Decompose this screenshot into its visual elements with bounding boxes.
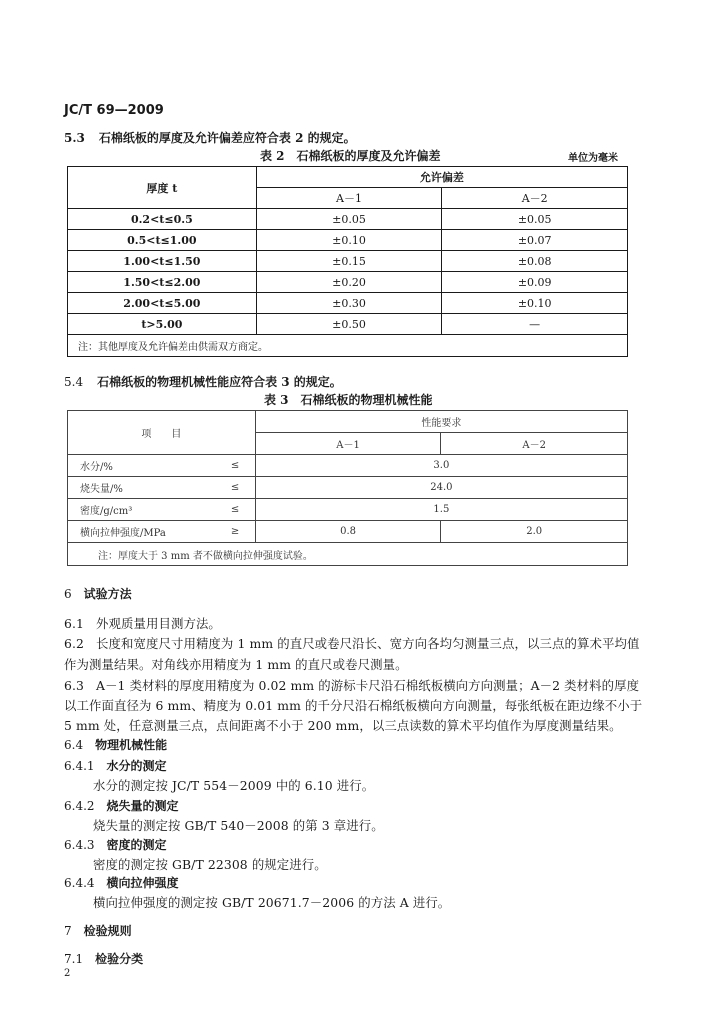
para-number: 6.1 [64, 616, 85, 631]
para-6-4-2-heading [64, 797, 179, 814]
table-row [68, 455, 628, 477]
table-row [68, 209, 628, 230]
para-7-1 [64, 950, 143, 967]
table-row [68, 251, 628, 272]
cell-a2: ±0.07 [442, 230, 628, 251]
para-number: 6.4.4 [64, 876, 95, 890]
cell-a1: ±0.10 [256, 230, 442, 251]
para-6-3-line1 [64, 676, 639, 694]
para-6-4-3-text: 密度的测定按 GB/T 22308 的规定进行。 [93, 857, 327, 872]
cell-thickness: 0.5<t≤1.00 [68, 230, 257, 251]
section-6 [64, 585, 132, 602]
para-title: 物理机械性能 [95, 738, 168, 752]
para-6-4-2-text: 烧失量的测定按 GB/T 540－2008 的第 3 章进行。 [93, 818, 384, 833]
section-5-4 [64, 373, 342, 390]
para-number: 6.3 [64, 678, 85, 693]
table3-caption: 表 3 石棉纸板的物理机械性能 [264, 393, 433, 407]
cell-symbol: ≥ [215, 521, 255, 543]
table-row [68, 293, 628, 314]
cell-a2: ±0.08 [442, 251, 628, 272]
para-6-2-line2: 作为测量结果。对角线亦用精度为 1 mm 的直尺或卷尺测量。 [64, 657, 408, 672]
table-note-row [68, 335, 628, 357]
header-a1: A－1 [256, 188, 442, 209]
table-row [68, 272, 628, 293]
cell-value: 3.0 [255, 455, 627, 477]
para-text: A－1 类材料的厚度用精度为 0.02 mm 的游标卡尺沿石棉纸板横向方向测量；A－2 类材料的厚度 [96, 678, 640, 693]
cell-item: 烧失量/% [68, 477, 216, 499]
cell-item: 密度/g/cm³ [68, 499, 216, 521]
table-row [68, 521, 628, 543]
section-number: 5.4 [64, 375, 84, 389]
section-title: 检验规则 [83, 924, 132, 938]
table-row [68, 477, 628, 499]
table2-unit: 单位为毫米 [568, 153, 618, 164]
table-row [68, 314, 628, 335]
para-text: 外观质量用目测方法。 [96, 616, 221, 631]
para-6-3-line3: 5 mm 处，任意测量三点，点间距离不小于 200 mm，以三点读数的算术平均值作为厚度测量结果。 [64, 718, 622, 733]
cell-thickness: 1.50<t≤2.00 [68, 272, 257, 293]
header-a2: A－2 [441, 433, 628, 455]
doc-code-header: JC/T 69—2009 [64, 103, 164, 118]
cell-value: 24.0 [255, 477, 627, 499]
para-6-4-4-heading [64, 874, 179, 891]
cell-item: 水分/% [68, 455, 216, 477]
section-text: 石棉纸板的物理机械性能应符合表 3 的规定。 [97, 375, 342, 389]
table2-note: 注：其他厚度及允许偏差由供需双方商定。 [68, 335, 628, 357]
para-title: 横向拉伸强度 [106, 876, 179, 890]
section-text: 石棉纸板的厚度及允许偏差应符合表 2 的规定。 [98, 131, 356, 145]
cell-symbol: ≤ [215, 499, 255, 521]
para-6-3-line2: 以工作面直径为 6 mm、精度为 0.01 mm 的千分尺沿石棉纸板横向方向测量，每张纸板在距边缘不小于 [64, 698, 643, 713]
para-number: 7.1 [64, 952, 84, 966]
cell-a1: ±0.50 [256, 314, 442, 335]
para-number: 6.4.2 [64, 799, 95, 813]
para-6-4-3-heading [64, 836, 167, 853]
para-title: 密度的测定 [106, 838, 167, 852]
cell-thickness: 2.00<t≤5.00 [68, 293, 257, 314]
table-row [68, 499, 628, 521]
table-3 [67, 410, 628, 566]
section-number: 5.3 [64, 131, 85, 145]
table-note-row [68, 543, 628, 566]
cell-a1: ±0.20 [256, 272, 442, 293]
para-number: 6.4.1 [64, 759, 95, 773]
para-6-1 [64, 614, 221, 632]
para-title: 水分的测定 [106, 759, 167, 773]
para-6-2-line1 [64, 634, 639, 652]
section-number: 6 [64, 587, 72, 601]
page-number: 2 [64, 968, 71, 979]
cell-a2: ±0.10 [442, 293, 628, 314]
para-6-4 [64, 736, 167, 753]
cell-a1: ±0.30 [256, 293, 442, 314]
table2-caption: 表 2 石棉纸板的厚度及允许偏差 [260, 149, 441, 163]
table3-note: 注：厚度大于 3 mm 者不做横向拉伸强度试验。 [68, 543, 628, 566]
cell-a2: ±0.09 [442, 272, 628, 293]
header-requirement: 性能要求 [255, 411, 627, 433]
header-item: 项 目 [68, 411, 256, 455]
header-thickness: 厚度 t [68, 167, 257, 209]
cell-a1: ±0.15 [256, 251, 442, 272]
cell-symbol: ≤ [215, 455, 255, 477]
cell-value: 1.5 [255, 499, 627, 521]
table-header-row [68, 167, 628, 188]
header-tolerance: 允许偏差 [256, 167, 627, 188]
section-7 [64, 922, 132, 939]
cell-thickness: 0.2<t≤0.5 [68, 209, 257, 230]
para-number: 6.4 [64, 738, 84, 752]
para-6-4-1-heading [64, 757, 167, 774]
para-title: 烧失量的测定 [106, 799, 179, 813]
para-number: 6.4.3 [64, 838, 95, 852]
cell-a2: 2.0 [441, 521, 628, 543]
header-a1: A－1 [255, 433, 441, 455]
cell-thickness: 1.00<t≤1.50 [68, 251, 257, 272]
section-title: 试验方法 [83, 587, 132, 601]
cell-a2: — [442, 314, 628, 335]
cell-a1: ±0.05 [256, 209, 442, 230]
para-title: 检验分类 [95, 952, 144, 966]
cell-item: 横向拉伸强度/MPa [68, 521, 216, 543]
para-number: 6.2 [64, 636, 85, 651]
table-row [68, 230, 628, 251]
para-text: 长度和宽度尺寸用精度为 1 mm 的直尺或卷尺沿长、宽方向各均匀测量三点，以三点的算术平均值 [96, 636, 640, 651]
cell-a2: ±0.05 [442, 209, 628, 230]
table-2 [67, 166, 628, 357]
table-header-row [68, 411, 628, 433]
cell-symbol: ≤ [215, 477, 255, 499]
para-6-4-4-text: 横向拉伸强度的测定按 GB/T 20671.7－2006 的方法 A 进行。 [93, 895, 451, 910]
para-6-4-1-text: 水分的测定按 JC/T 554－2009 中的 6.10 进行。 [93, 778, 375, 793]
header-a2: A－2 [442, 188, 628, 209]
section-number: 7 [64, 924, 72, 938]
cell-thickness: t>5.00 [68, 314, 257, 335]
cell-a1: 0.8 [255, 521, 441, 543]
section-5-3 [64, 129, 356, 146]
